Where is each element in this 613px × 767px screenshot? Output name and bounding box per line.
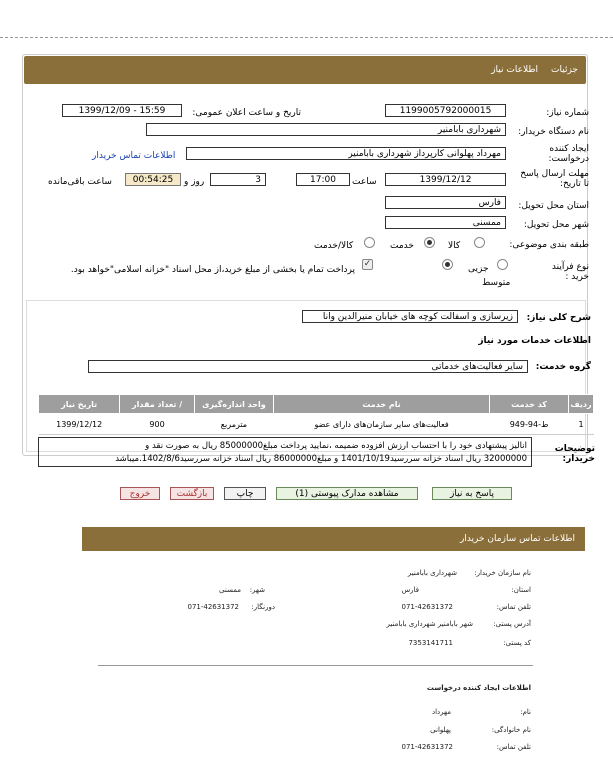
contact-province-value: فارس (401, 586, 419, 594)
row-code: ط-94-949 (490, 414, 569, 435)
city-label: شهر محل تحویل: (523, 220, 589, 230)
row-index: 1 (569, 414, 594, 435)
province-label: استان محل تحویل: (518, 201, 589, 211)
category-label: طبقه بندی موضوعی: (509, 240, 589, 250)
time-label: ساعت (352, 177, 377, 187)
buyer-notes-line2: 32000000 ریال اسناد خزانه سررسید1401/10/19 و مبلغ86000000 ریال اسناد خزانه سررسید1402/8/6.میباشد (115, 454, 527, 464)
summary-label: شرح کلی نیاز: (526, 313, 591, 323)
category-service-radio[interactable] (424, 237, 435, 248)
deadline-date-field: 1399/12/12 (385, 173, 506, 186)
panel-header (24, 56, 586, 84)
buyer-org-field: شهرداری بابامنیر (146, 123, 506, 136)
remaining-timer: 00:54:25 (125, 173, 181, 186)
contact-postal-value: 7353141711 (408, 639, 453, 647)
row-service-name: فعالیت‌های سایر سازمان‌های دارای عضو (274, 414, 490, 435)
category-goods-service-text: کالا/خدمت (314, 241, 354, 251)
contact-province-label: استان: (511, 586, 531, 594)
col-name: نام خدمت (274, 395, 490, 414)
summary-field: زیرسازی و اسفالت کوچه های خیابان منیرالدین وانا (302, 310, 518, 323)
creator-last-name-value: پهلوانی (430, 726, 451, 734)
contact-phone-label: تلفن تماس: (496, 603, 531, 611)
buyer-notes-box (38, 437, 532, 467)
remaining-label: ساعت باقی‌مانده (48, 177, 112, 187)
announce-field: 1399/12/09 - 15:59 (62, 104, 182, 117)
need-number-label: شماره نیاز: (546, 108, 589, 118)
process-label: نوع فرآیند خرید : (551, 262, 589, 282)
col-row: ردیف (569, 395, 594, 414)
col-date: تاریخ نیاز (39, 395, 120, 414)
days-label: روز و (184, 177, 205, 187)
buyer-contact-link[interactable]: اطلاعات تماس خریدار (92, 151, 176, 161)
creator-first-name-value: مهرداد (431, 708, 451, 716)
process-medium-text: متوسط (482, 278, 511, 288)
group-field: سایر فعالیت‌های خدماتی (88, 360, 528, 373)
contact-fax-label: دورنگار: (251, 603, 275, 611)
row-date: 1399/12/12 (39, 414, 120, 435)
buyer-notes-line1: انالیز پیشنهادی خود را با احتساب ارزش افزوده ضمیمه ،نمایید پرداخت مبلغ85000000 ریال به صورت نقد و (145, 441, 527, 451)
deadline-label: مهلت ارسال پاسخ تا تاریخ: (520, 169, 589, 189)
days-field: 3 (210, 173, 266, 186)
contact-divider (98, 665, 533, 666)
contact-title: اطلاعات تماس سازمان خریدار (459, 534, 575, 544)
contact-header (82, 527, 585, 551)
buyer-notes-label: توضیحات خریدار: (554, 444, 595, 464)
payment-note: پرداخت تمام یا بخشی از مبلغ خرید،از محل اسناد "خزانه اسلامی"خواهد بود. (70, 265, 355, 275)
creator-label: ایجاد کننده درخواست: (548, 144, 589, 164)
category-service-text: خدمت (390, 241, 414, 251)
creator-first-name-label: نام: (520, 708, 531, 716)
top-divider (0, 37, 613, 38)
col-code: کد خدمت (490, 395, 569, 414)
reply-button[interactable]: پاسخ به نیاز (432, 487, 512, 500)
need-number-field: 1199005792000015 (385, 104, 506, 117)
creator-phone-label: تلفن تماس: (496, 743, 531, 751)
print-button[interactable]: چاپ (224, 487, 266, 500)
org-name-label: نام سازمان خریدار: (474, 569, 531, 577)
table-row (39, 414, 594, 435)
need-info-tab[interactable]: اطلاعات نیاز (491, 65, 538, 75)
contact-postal-label: کد پستی: (503, 639, 531, 647)
category-goods-radio[interactable] (474, 237, 485, 248)
contact-phone-value: 071-42631372 (401, 603, 453, 611)
category-goods-text: کالا (448, 241, 461, 251)
contact-address-value: شهر بابامنیر شهرداری بابامنیر (386, 620, 473, 628)
contact-address-label: آدرس پستی: (493, 620, 531, 628)
process-medium-radio[interactable] (442, 259, 453, 270)
row-qty: 900 (120, 414, 194, 435)
deadline-time-field: 17:00 (296, 173, 350, 186)
services-table (38, 394, 594, 435)
payment-treasury-checkbox[interactable]: ✓ (363, 259, 372, 269)
services-title: اطلاعات خدمات مورد نیاز (478, 336, 591, 346)
province-field: فارس (385, 196, 506, 209)
contact-city-label: شهر: (249, 586, 265, 594)
back-button[interactable]: بازگشت (170, 487, 214, 500)
col-unit: واحد اندازه‌گیری (194, 395, 273, 414)
category-goods-service-radio[interactable] (364, 237, 375, 248)
buyer-org-label: نام دستگاه خریدار: (518, 127, 589, 137)
city-field: ممسنی (385, 216, 506, 229)
details-tab[interactable]: جزئیات (551, 65, 578, 75)
creator-last-name-label: نام خانوادگی: (491, 726, 531, 734)
announce-label: تاریخ و ساعت اعلان عمومی: (192, 108, 301, 118)
row-unit: مترمربع (194, 414, 273, 435)
view-documents-button[interactable]: مشاهده مدارک پیوستی (1) (276, 487, 418, 500)
creator-phone-value: 071-42631372 (401, 743, 453, 751)
col-qty: / تعداد مقدار (120, 395, 194, 414)
org-name-value: شهرداری بابامنیر (407, 569, 457, 577)
group-label: گروه خدمت: (535, 362, 591, 372)
creator-field: مهرداد پهلوانی کارپرداز شهرداری بابامنیر (186, 147, 506, 160)
contact-fax-value: 071-42631372 (187, 603, 239, 611)
process-partial-radio[interactable] (497, 259, 508, 270)
exit-button[interactable]: خروج (120, 487, 160, 500)
creator-info-title: اطلاعات ایجاد کننده درخواست (426, 684, 531, 692)
process-partial-text: جزیی (468, 264, 489, 274)
contact-city-value: ممسنی (219, 586, 241, 594)
